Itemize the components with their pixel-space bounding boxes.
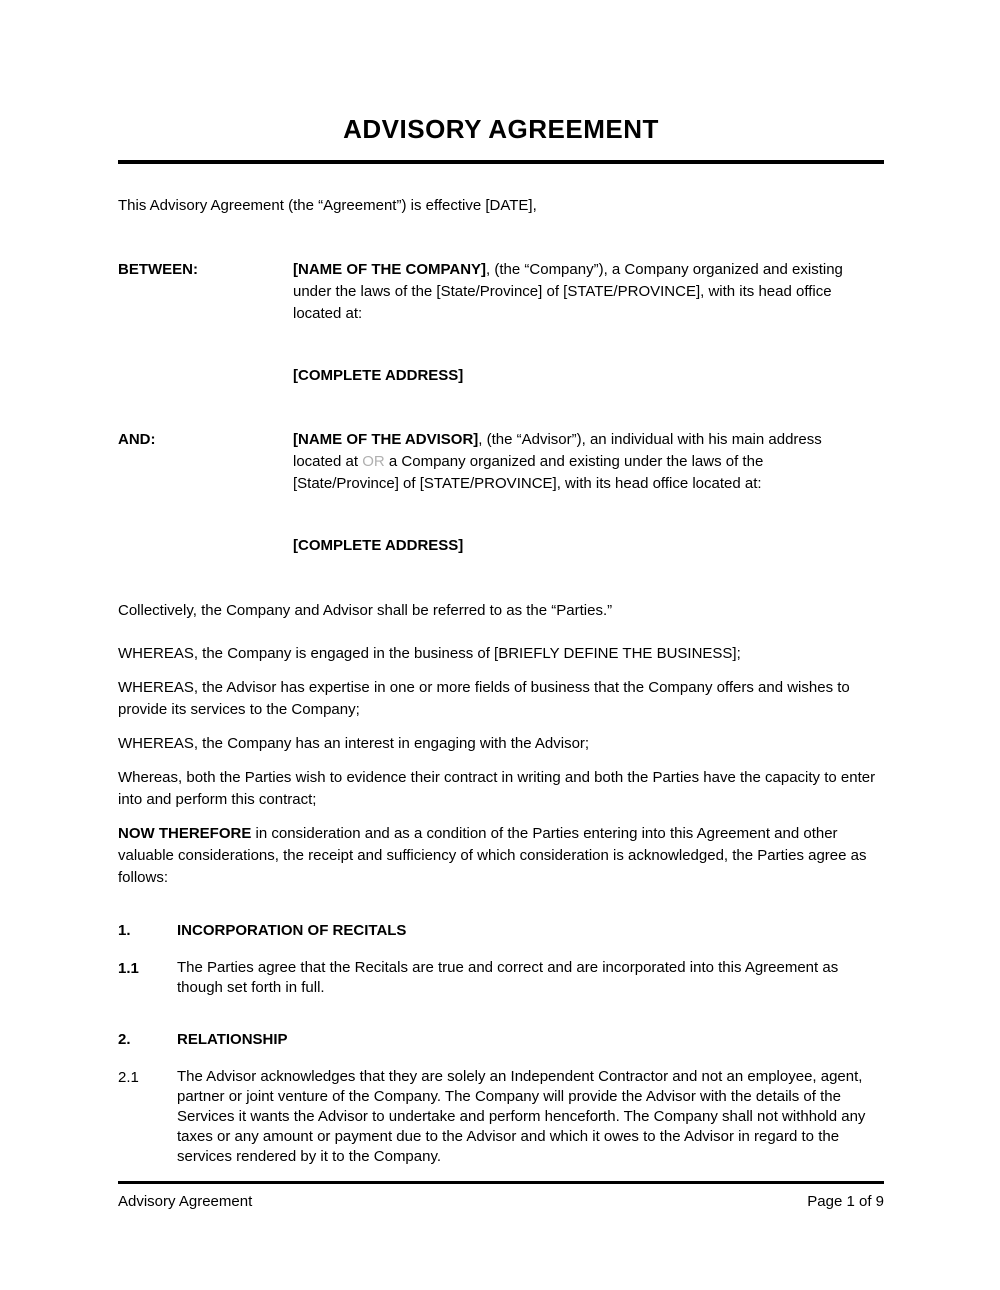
page-title: ADVISORY AGREEMENT bbox=[343, 114, 659, 144]
now-therefore-lead: NOW THEREFORE bbox=[118, 825, 252, 842]
advisor-address-placeholder: [COMPLETE ADDRESS] bbox=[293, 537, 464, 554]
and-block bbox=[118, 429, 884, 557]
page-footer bbox=[118, 1181, 884, 1213]
section-1-heading bbox=[118, 920, 884, 942]
footer-document-title: Advisory Agreement bbox=[118, 1193, 253, 1210]
spacer bbox=[118, 495, 293, 557]
and-label: AND: bbox=[118, 431, 156, 448]
section-1-title: INCORPORATION OF RECITALS bbox=[177, 922, 407, 939]
spacer bbox=[118, 325, 293, 387]
whereas-business-paragraph: WHEREAS, the Company is engaged in the business of [BRIEFLY DEFINE THE BUSINESS]; bbox=[118, 645, 741, 662]
and-text bbox=[293, 429, 871, 495]
collectively-paragraph: Collectively, the Company and Advisor shall be referred to as the “Parties.” bbox=[118, 602, 613, 619]
section-2-heading bbox=[118, 1029, 884, 1051]
footer-divider bbox=[118, 1181, 884, 1184]
between-text bbox=[293, 259, 871, 325]
section-2-title: RELATIONSHIP bbox=[177, 1031, 288, 1048]
title-divider bbox=[118, 160, 884, 164]
between-block bbox=[118, 259, 884, 387]
now-therefore-rest: in consideration and as a condition of the Parties entering into this Agreement and other valuable considerations, the receipt and sufficiency of which consideration is acknowledged, the Parties agree as follows: bbox=[118, 825, 867, 886]
between-label: BETWEEN: bbox=[118, 261, 198, 278]
clause-1-1 bbox=[118, 958, 884, 998]
section-2-number: 2. bbox=[118, 1031, 131, 1048]
between-text-rest: , (the “Company”), a Company organized and existing under the laws of the [State/Province] of [STATE/PROVINCE], with its head office located at: bbox=[293, 261, 843, 322]
whereas-expertise-paragraph: WHEREAS, the Advisor has expertise in one or more fields of business that the Company offers and wishes to provide its services to the Company; bbox=[118, 679, 850, 718]
company-address-placeholder: [COMPLETE ADDRESS] bbox=[293, 367, 464, 384]
section-1-number: 1. bbox=[118, 922, 131, 939]
footer-page-number: Page 1 of 9 bbox=[807, 1193, 884, 1210]
whereas-interest-paragraph: WHEREAS, the Company has an interest in engaging with the Advisor; bbox=[118, 735, 590, 752]
intro-paragraph: This Advisory Agreement (the “Agreement”) is effective [DATE], bbox=[118, 197, 537, 214]
clause-1-1-number: 1.1 bbox=[118, 960, 139, 977]
now-therefore-paragraph bbox=[118, 823, 884, 889]
clause-2-1-text: The Advisor acknowledges that they are solely an Independent Contractor and not an employee, agent, partner or joint venture of the Company. The Company will provide the Advisor with the details of the Services it wants the Advisor to undertake and perform henceforth. The Company shall not withhold any taxes or any amount or payment due to the Advisor and which it owes to the Advisor in regard to the services rendered by it to the Company. bbox=[177, 1068, 866, 1165]
clause-2-1-number: 2.1 bbox=[118, 1069, 139, 1086]
and-text-before-or: , (the “Advisor”), an individual with his main address located at bbox=[293, 431, 822, 470]
or-alternative-marker: OR bbox=[362, 453, 385, 470]
clause-2-1 bbox=[118, 1067, 884, 1167]
and-text-after-or: a Company organized and existing under the laws of the [State/Province] of [STATE/PROVINCE], with its head office located at: bbox=[293, 453, 764, 492]
company-name-placeholder: [NAME OF THE COMPANY] bbox=[293, 261, 487, 278]
clause-1-1-text: The Parties agree that the Recitals are true and correct and are incorporated into this Agreement as though set forth in full. bbox=[177, 959, 839, 996]
advisor-name-placeholder: [NAME OF THE ADVISOR] bbox=[293, 431, 479, 448]
whereas-contract-paragraph: Whereas, both the Parties wish to evidence their contract in writing and both the Parties have the capacity to enter into and perform this contract; bbox=[118, 769, 876, 808]
